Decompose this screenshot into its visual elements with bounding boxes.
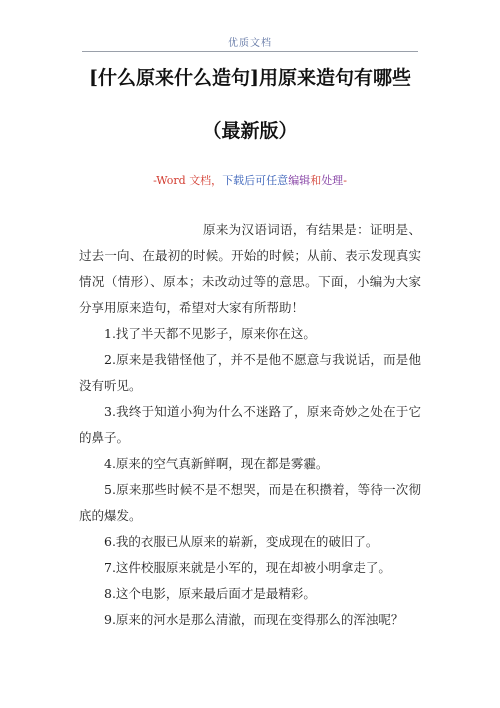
document-body bbox=[79, 217, 421, 633]
sentence-item: 5.原来那些时候不是不想哭，而是在积攒着，等待一次彻底的爆发。 bbox=[79, 482, 421, 523]
document-title-edition: （最新版） bbox=[202, 120, 298, 142]
header-divider bbox=[82, 51, 418, 52]
subtitle-part-word: -Word 文档， bbox=[153, 174, 223, 187]
document-title: [什么原来什么造句]用原来造句有哪些 bbox=[89, 67, 411, 89]
sentence-item: 1.找了半天都不见影子，原来你在这。 bbox=[104, 326, 316, 341]
sentence-item: 3.我终于知道小狗为什么不迷路了，原来奇妙之处在于它的鼻子。 bbox=[79, 404, 421, 445]
subtitle-part-edit: 编辑 bbox=[288, 174, 311, 187]
sentence-item: 9.原来的河水是那么清澈，而现在变得那么的浑浊呢？ bbox=[104, 612, 404, 627]
document-subtitle bbox=[0, 172, 500, 188]
sentence-item: 7.这件校服原来就是小军的，现在却被小明拿走了。 bbox=[104, 560, 391, 575]
subtitle-part-dash: - bbox=[343, 174, 347, 187]
subtitle-part-download: 下载后可任意 bbox=[222, 174, 289, 187]
sentence-item: 2.原来是我错怪他了，并不是他不愿意与我说话，而是他没有听见。 bbox=[79, 352, 421, 393]
header-label: 优质文档 bbox=[228, 38, 272, 49]
intro-paragraph: 原来为汉语词语，有结果是：证明是、过去一向、在最初的时候。开始的时候；从前、表示发现真实情况（情形）、原本；未改动过等的意思。下面，小编为大家分享用原来造句，希望对大家有所帮助！ bbox=[79, 222, 421, 315]
sentence-item: 6.我的衣服已从原来的崭新，变成现在的破旧了。 bbox=[104, 534, 379, 549]
sentence-item: 4.原来的空气真新鲜啊，现在都是雾霾。 bbox=[104, 456, 329, 471]
sentence-item: 8.这个电影，原来最后面才是最精彩。 bbox=[104, 586, 316, 601]
subtitle-part-process: 处理 bbox=[321, 174, 344, 187]
subtitle-part-and: 和 bbox=[310, 174, 322, 187]
